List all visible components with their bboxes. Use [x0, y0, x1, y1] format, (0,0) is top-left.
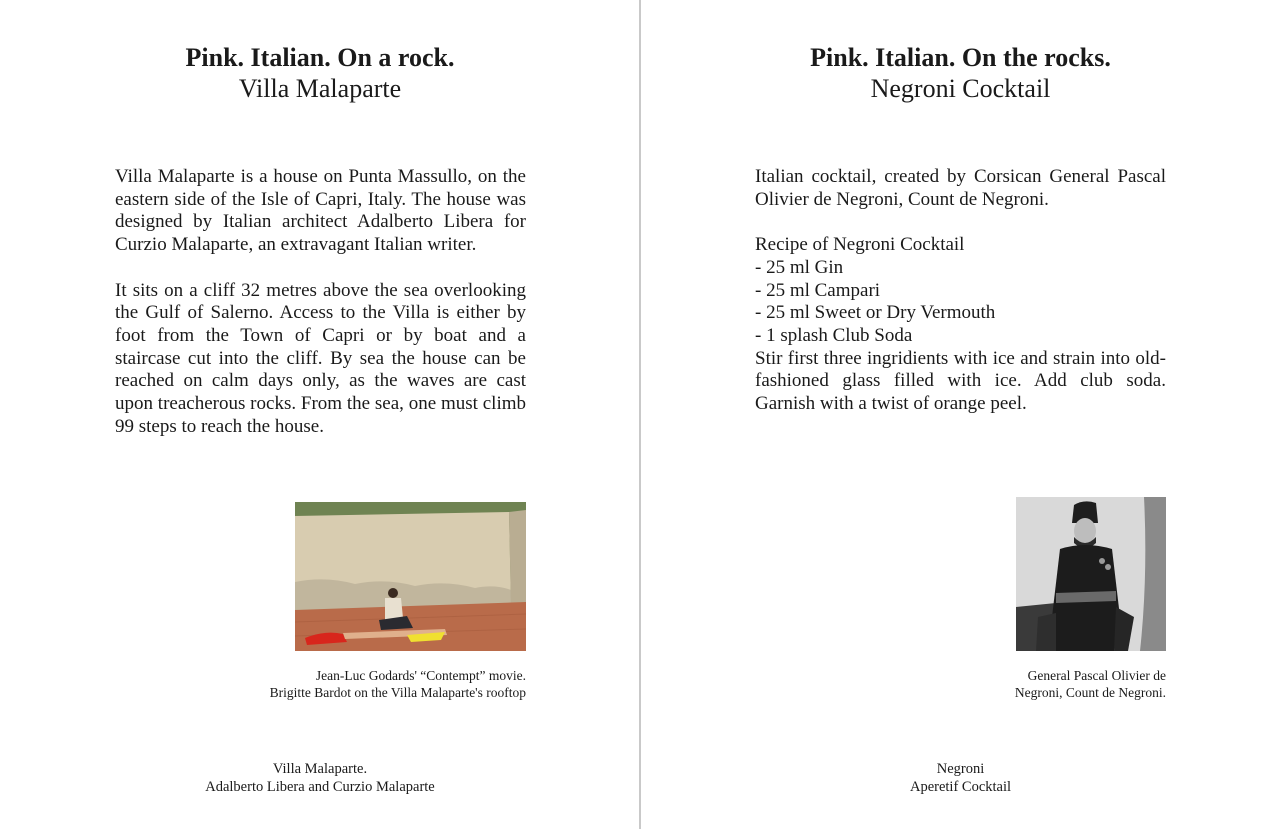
left-body	[115, 166, 526, 438]
right-caption-line-1: General Pascal Olivier de	[1027, 668, 1166, 683]
left-subtitle: Villa Malaparte	[238, 74, 402, 103]
right-title: Pink. Italian. On the rocks.	[810, 43, 1111, 72]
left-footer	[0, 760, 640, 796]
right-footer-line-1: Negroni	[936, 761, 985, 777]
left-footer-line-2: Adalberto Libera and Curzio Malaparte	[205, 779, 435, 795]
negroni-portrait-photo	[1016, 497, 1166, 651]
right-subtitle: Negroni Cocktail	[870, 74, 1051, 103]
left-title: Pink. Italian. On a rock.	[185, 43, 455, 72]
left-paragraph-1: Villa Malaparte is a house on Punta Massullo, on the eastern side of the Isle of Capri, Italy. The house was designed by Italian architect Adalberto Libera for Curzio Malaparte, an extravagant Italian writer.	[115, 166, 526, 256]
left-footer-line-1: Villa Malaparte.	[272, 761, 368, 777]
right-photo-caption	[1015, 667, 1166, 701]
recipe-item-gin: - 25 ml Gin	[755, 256, 844, 278]
right-page	[641, 0, 1280, 829]
recipe-instructions: Stir first three ingridients with ice and strain into old-fashioned glass filled with ice. Add club soda. Garnish with a twist of orange peel.	[755, 347, 1166, 415]
left-heading	[0, 42, 640, 104]
right-heading	[641, 42, 1280, 104]
contempt-movie-photo	[295, 502, 526, 651]
right-paragraph-1: Italian cocktail, created by Corsican General Pascal Olivier de Negroni, Count de Negroni.	[755, 166, 1166, 210]
recipe-item-vermouth: - 25 ml Sweet or Dry Vermouth	[755, 302, 996, 324]
left-caption-line-2: Brigitte Bardot on the Villa Malaparte's rooftop	[269, 685, 526, 700]
recipe-item-club-soda: - 1 splash Club Soda	[755, 324, 913, 346]
recipe-title: Recipe of Negroni Cocktail	[755, 234, 965, 256]
left-caption-line-1: Jean-Luc Godards' “Contempt” movie.	[315, 668, 526, 683]
right-caption-line-2: Negroni, Count de Negroni.	[1014, 685, 1166, 700]
left-photo-caption	[270, 667, 526, 701]
left-paragraph-2: It sits on a cliff 32 metres above the sea overlooking the Gulf of Salerno. Access to the Villa is either by foot from the Town of Capri or by boat and a staircase cut into the cliff. By sea the house can be reached on calm days only, as the waves are cast upon treacherous rocks. From the sea, one must climb 99 steps to reach the house.	[115, 279, 526, 437]
right-body	[755, 166, 1166, 416]
right-footer-line-2: Aperetif Cocktail	[909, 779, 1012, 795]
recipe-item-campari: - 25 ml Campari	[755, 279, 881, 301]
right-footer	[641, 760, 1280, 796]
